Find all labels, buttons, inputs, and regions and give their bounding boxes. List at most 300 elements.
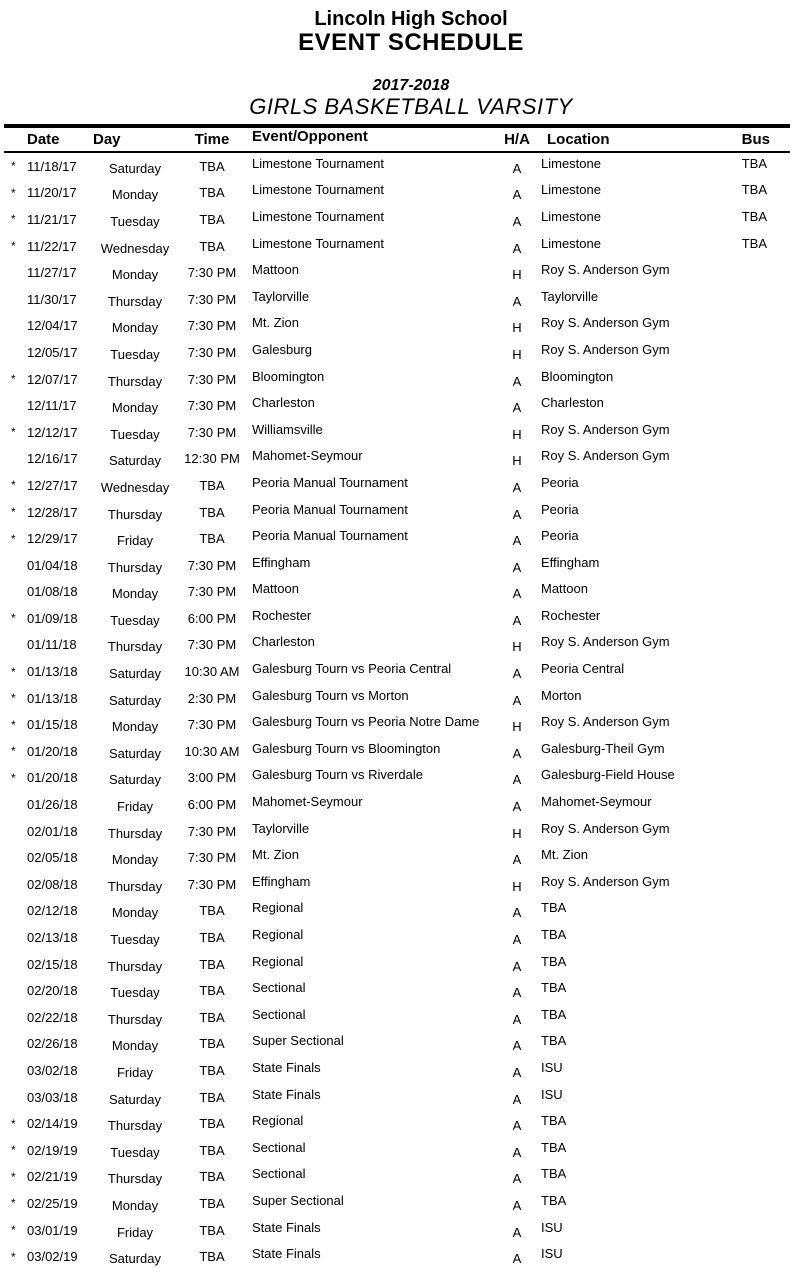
cell-event: Super Sectional bbox=[252, 1192, 344, 1208]
cell-date: 01/20/18 bbox=[27, 770, 78, 786]
column-header-date: Date bbox=[27, 131, 60, 148]
cell-location: Bloomington bbox=[541, 368, 614, 384]
cell-date: 12/27/17 bbox=[27, 477, 78, 493]
cell-location: Charleston bbox=[541, 395, 604, 411]
team-label: GIRLS BASKETBALL VARSITY bbox=[249, 94, 573, 119]
cell-event: Limestone Tournament bbox=[252, 235, 385, 251]
cell-date: 02/26/18 bbox=[27, 1036, 78, 1052]
cell-date: 01/13/18 bbox=[27, 664, 78, 680]
cell-location: Roy S. Anderson Gym bbox=[541, 421, 670, 437]
cell-event: Bloomington bbox=[252, 368, 325, 384]
school-name: Lincoln High School bbox=[314, 8, 508, 30]
cell-ha: H bbox=[512, 267, 522, 283]
cell-time: TBA bbox=[199, 930, 225, 946]
table-row bbox=[0, 924, 800, 951]
table-row bbox=[0, 1164, 800, 1191]
cell-date: 02/01/18 bbox=[27, 823, 78, 839]
cell-bus: TBA bbox=[741, 182, 767, 198]
table-row bbox=[0, 1084, 800, 1111]
cell-time: 10:30 AM bbox=[184, 743, 240, 759]
cell-event: State Finals bbox=[252, 1246, 321, 1262]
table-row bbox=[0, 1190, 800, 1217]
cell-ha: A bbox=[512, 479, 522, 495]
cell-date: 01/11/18 bbox=[27, 637, 77, 653]
cell-event: Galesburg Tourn vs Riverdale bbox=[252, 767, 424, 783]
cell-day: Wednesday bbox=[100, 240, 170, 256]
cell-ha: A bbox=[512, 799, 522, 815]
cell-ha: A bbox=[512, 905, 522, 921]
cell-event: Limestone Tournament bbox=[252, 155, 385, 171]
cell-date: 02/22/18 bbox=[27, 1009, 78, 1025]
cell-day: Thursday bbox=[107, 639, 163, 655]
cell-date: 03/03/18 bbox=[27, 1089, 78, 1105]
table-row bbox=[0, 791, 800, 818]
cell-day: Tuesday bbox=[110, 213, 160, 229]
cell-ha: A bbox=[512, 772, 522, 788]
schedule-table-body bbox=[0, 153, 800, 1270]
table-row bbox=[0, 658, 800, 685]
cell-ha: A bbox=[512, 533, 522, 549]
cell-location: Galesburg-Field House bbox=[541, 767, 675, 783]
cell-date: 11/18/17 bbox=[27, 158, 77, 174]
table-row bbox=[0, 233, 800, 260]
cell-day: Thursday bbox=[107, 825, 163, 841]
cell-day: Saturday bbox=[108, 160, 162, 176]
cell-ha: H bbox=[512, 453, 522, 469]
cell-location: Peoria bbox=[541, 474, 579, 490]
cell-event: Peoria Manual Tournament bbox=[252, 474, 408, 490]
cell-event: Effingham bbox=[252, 554, 311, 570]
table-row bbox=[0, 977, 800, 1004]
cell-date: 03/01/19 bbox=[27, 1222, 78, 1238]
page-title: EVENT SCHEDULE bbox=[298, 29, 524, 56]
cell-time: TBA bbox=[199, 185, 225, 201]
cell-date: 02/21/19 bbox=[27, 1169, 78, 1185]
cell-time: TBA bbox=[199, 1009, 225, 1025]
cell-ha: A bbox=[512, 745, 522, 761]
table-row bbox=[0, 1031, 800, 1058]
table-row bbox=[0, 632, 800, 659]
cell-ha: A bbox=[512, 1091, 522, 1107]
cell-ha: A bbox=[512, 958, 522, 974]
cell-event: Peoria Manual Tournament bbox=[252, 501, 408, 517]
column-header-location: Location bbox=[547, 131, 610, 148]
table-row bbox=[0, 1057, 800, 1084]
cell-ha: A bbox=[512, 1251, 522, 1267]
cell-date: 02/25/19 bbox=[27, 1195, 78, 1211]
table-row bbox=[0, 765, 800, 792]
cell-time: 7:30 PM bbox=[187, 318, 237, 334]
star-marker: * bbox=[11, 691, 16, 706]
cell-location: TBA bbox=[541, 1139, 567, 1155]
table-row bbox=[0, 818, 800, 845]
cell-location: TBA bbox=[541, 1113, 567, 1129]
cell-location: Roy S. Anderson Gym bbox=[541, 315, 670, 331]
cell-location: Rochester bbox=[541, 607, 601, 623]
cell-location: Morton bbox=[541, 687, 582, 703]
cell-date: 12/28/17 bbox=[27, 504, 78, 520]
cell-time: TBA bbox=[199, 1036, 225, 1052]
cell-date: 02/14/19 bbox=[27, 1116, 78, 1132]
cell-event: Taylorville bbox=[252, 820, 310, 836]
cell-time: 7:30 PM bbox=[187, 291, 237, 307]
cell-ha: A bbox=[512, 1224, 522, 1240]
cell-day: Tuesday bbox=[110, 426, 160, 442]
cell-date: 11/21/17 bbox=[27, 211, 77, 227]
cell-time: 7:30 PM bbox=[187, 876, 237, 892]
star-marker: * bbox=[11, 664, 16, 679]
star-marker: * bbox=[11, 1249, 16, 1264]
cell-event: Mahomet-Seymour bbox=[252, 794, 363, 810]
star-marker: * bbox=[11, 531, 16, 546]
cell-date: 01/08/18 bbox=[27, 584, 78, 600]
table-row bbox=[0, 525, 800, 552]
cell-location: TBA bbox=[541, 980, 567, 996]
cell-day: Monday bbox=[111, 905, 159, 921]
cell-event: Mattoon bbox=[252, 581, 299, 597]
cell-time: 7:30 PM bbox=[187, 717, 237, 733]
cell-day: Saturday bbox=[108, 772, 162, 788]
cell-day: Monday bbox=[111, 320, 159, 336]
table-row bbox=[0, 153, 800, 180]
table-row bbox=[0, 446, 800, 473]
cell-day: Monday bbox=[111, 852, 159, 868]
title-block bbox=[0, 8, 800, 119]
cell-event: Galesburg Tourn vs Peoria Central bbox=[252, 661, 452, 677]
table-row bbox=[0, 1137, 800, 1164]
table-row bbox=[0, 1004, 800, 1031]
cell-event: Super Sectional bbox=[252, 1033, 344, 1049]
cell-ha: A bbox=[512, 692, 522, 708]
cell-location: TBA bbox=[541, 900, 567, 916]
cell-location: Roy S. Anderson Gym bbox=[541, 448, 670, 464]
cell-day: Wednesday bbox=[100, 479, 170, 495]
cell-ha: H bbox=[512, 346, 522, 362]
cell-location: ISU bbox=[541, 1219, 563, 1235]
cell-date: 03/02/19 bbox=[27, 1249, 78, 1265]
cell-ha: A bbox=[512, 612, 522, 628]
cell-ha: H bbox=[512, 320, 522, 336]
column-header-time: Time bbox=[194, 131, 230, 148]
star-marker: * bbox=[11, 159, 16, 174]
cell-day: Monday bbox=[111, 1038, 159, 1054]
cell-event: Regional bbox=[252, 1113, 304, 1129]
cell-time: TBA bbox=[199, 158, 225, 174]
star-marker: * bbox=[11, 717, 16, 732]
cell-date: 01/26/18 bbox=[27, 797, 78, 813]
cell-time: TBA bbox=[199, 211, 225, 227]
table-row bbox=[0, 259, 800, 286]
cell-event: Mt. Zion bbox=[252, 847, 299, 863]
cell-location: TBA bbox=[541, 953, 567, 969]
cell-ha: A bbox=[512, 1144, 522, 1160]
cell-day: Tuesday bbox=[110, 985, 160, 1001]
star-marker: * bbox=[11, 611, 16, 626]
cell-day: Monday bbox=[111, 400, 159, 416]
table-row bbox=[0, 605, 800, 632]
cell-day: Saturday bbox=[108, 1251, 162, 1267]
cell-date: 12/16/17 bbox=[27, 451, 78, 467]
star-marker: * bbox=[11, 744, 16, 759]
season-label: 2017-2018 bbox=[372, 77, 450, 94]
cell-time: 7:30 PM bbox=[187, 637, 237, 653]
cell-location: Taylorville bbox=[541, 288, 599, 304]
cell-time: 7:30 PM bbox=[187, 344, 237, 360]
cell-event: Galesburg Tourn vs Bloomington bbox=[252, 740, 441, 756]
cell-location: Roy S. Anderson Gym bbox=[541, 262, 670, 278]
cell-time: TBA bbox=[199, 1116, 225, 1132]
cell-time: TBA bbox=[199, 1062, 225, 1078]
table-row bbox=[0, 339, 800, 366]
cell-ha: H bbox=[512, 426, 522, 442]
table-row bbox=[0, 392, 800, 419]
cell-ha: A bbox=[512, 400, 522, 416]
cell-location: Galesburg-Theil Gym bbox=[541, 740, 665, 756]
cell-location: ISU bbox=[541, 1059, 563, 1075]
cell-location: Peoria bbox=[541, 501, 579, 517]
cell-date: 01/15/18 bbox=[27, 717, 78, 733]
cell-day: Thursday bbox=[107, 293, 163, 309]
cell-day: Tuesday bbox=[110, 932, 160, 948]
cell-date: 02/12/18 bbox=[27, 903, 78, 919]
star-marker: * bbox=[11, 1169, 16, 1184]
star-marker: * bbox=[11, 770, 16, 785]
cell-day: Saturday bbox=[108, 692, 162, 708]
cell-day: Thursday bbox=[107, 373, 163, 389]
cell-event: Regional bbox=[252, 900, 304, 916]
cell-time: TBA bbox=[199, 956, 225, 972]
cell-location: TBA bbox=[541, 927, 567, 943]
cell-ha: A bbox=[512, 1011, 522, 1027]
cell-time: TBA bbox=[199, 1169, 225, 1185]
cell-time: 6:00 PM bbox=[187, 610, 237, 626]
star-marker: * bbox=[11, 1143, 16, 1158]
cell-date: 12/12/17 bbox=[27, 424, 78, 440]
cell-event: Sectional bbox=[252, 1006, 306, 1022]
cell-location: Mattoon bbox=[541, 581, 588, 597]
cell-event: Mahomet-Seymour bbox=[252, 448, 363, 464]
cell-day: Monday bbox=[111, 267, 159, 283]
cell-event: Sectional bbox=[252, 980, 306, 996]
cell-day: Saturday bbox=[108, 453, 162, 469]
table-row bbox=[0, 499, 800, 526]
cell-location: Roy S. Anderson Gym bbox=[541, 341, 670, 357]
cell-location: Mahomet-Seymour bbox=[541, 794, 652, 810]
cell-time: TBA bbox=[199, 238, 225, 254]
star-marker: * bbox=[11, 212, 16, 227]
cell-bus: TBA bbox=[741, 235, 767, 251]
table-row bbox=[0, 871, 800, 898]
table-row bbox=[0, 685, 800, 712]
table-row bbox=[0, 472, 800, 499]
table-row bbox=[0, 898, 800, 925]
cell-time: 7:30 PM bbox=[187, 823, 237, 839]
cell-date: 02/08/18 bbox=[27, 876, 78, 892]
cell-ha: A bbox=[512, 1171, 522, 1187]
cell-date: 12/07/17 bbox=[27, 371, 78, 387]
cell-event: Taylorville bbox=[252, 288, 310, 304]
cell-date: 02/20/18 bbox=[27, 983, 78, 999]
cell-time: 7:30 PM bbox=[187, 371, 237, 387]
table-row bbox=[0, 286, 800, 313]
cell-day: Friday bbox=[116, 533, 154, 549]
cell-time: 10:30 AM bbox=[184, 664, 240, 680]
cell-time: TBA bbox=[199, 1222, 225, 1238]
cell-day: Friday bbox=[116, 1064, 154, 1080]
cell-location: Roy S. Anderson Gym bbox=[541, 714, 670, 730]
cell-location: ISU bbox=[541, 1246, 563, 1262]
cell-event: State Finals bbox=[252, 1219, 321, 1235]
star-marker: * bbox=[11, 1196, 16, 1211]
star-marker: * bbox=[11, 185, 16, 200]
cell-location: Roy S. Anderson Gym bbox=[541, 873, 670, 889]
cell-date: 11/20/17 bbox=[27, 185, 77, 201]
table-row bbox=[0, 180, 800, 207]
cell-day: Saturday bbox=[108, 666, 162, 682]
cell-day: Tuesday bbox=[110, 1144, 160, 1160]
cell-time: 7:30 PM bbox=[187, 424, 237, 440]
cell-ha: A bbox=[512, 559, 522, 575]
cell-day: Thursday bbox=[107, 878, 163, 894]
table-row bbox=[0, 738, 800, 765]
cell-location: Limestone bbox=[541, 182, 601, 198]
cell-time: 3:00 PM bbox=[187, 770, 237, 786]
cell-location: ISU bbox=[541, 1086, 563, 1102]
cell-bus: TBA bbox=[741, 208, 767, 224]
cell-ha: A bbox=[512, 187, 522, 203]
star-marker: * bbox=[11, 425, 16, 440]
column-header-ha: H/A bbox=[504, 131, 530, 148]
cell-time: 2:30 PM bbox=[187, 690, 237, 706]
cell-event: Williamsville bbox=[252, 421, 323, 437]
cell-ha: A bbox=[512, 666, 522, 682]
cell-date: 02/13/18 bbox=[27, 930, 78, 946]
table-row bbox=[0, 1243, 800, 1270]
cell-date: 11/22/17 bbox=[27, 238, 77, 254]
table-header-row bbox=[0, 128, 800, 151]
cell-ha: H bbox=[512, 825, 522, 841]
star-marker: * bbox=[11, 1223, 16, 1238]
cell-time: TBA bbox=[199, 504, 225, 520]
cell-event: Galesburg bbox=[252, 341, 312, 357]
cell-time: 7:30 PM bbox=[187, 398, 237, 414]
cell-ha: A bbox=[512, 1064, 522, 1080]
cell-date: 02/15/18 bbox=[27, 956, 78, 972]
cell-location: TBA bbox=[541, 1006, 567, 1022]
cell-location: Roy S. Anderson Gym bbox=[541, 634, 670, 650]
column-header-event: Event/Opponent bbox=[252, 128, 368, 145]
cell-event: Charleston bbox=[252, 395, 315, 411]
cell-ha: H bbox=[512, 639, 522, 655]
cell-event: State Finals bbox=[252, 1059, 321, 1075]
cell-time: 7:30 PM bbox=[187, 850, 237, 866]
star-marker: * bbox=[11, 1116, 16, 1131]
cell-event: Peoria Manual Tournament bbox=[252, 528, 408, 544]
table-row bbox=[0, 711, 800, 738]
cell-event: Limestone Tournament bbox=[252, 208, 385, 224]
cell-event: Sectional bbox=[252, 1166, 306, 1182]
cell-ha: A bbox=[512, 985, 522, 1001]
cell-ha: A bbox=[512, 506, 522, 522]
cell-day: Saturday bbox=[108, 745, 162, 761]
cell-date: 11/27/17 bbox=[27, 265, 77, 281]
cell-day: Thursday bbox=[107, 506, 163, 522]
column-header-bus: Bus bbox=[741, 131, 770, 148]
cell-ha: A bbox=[512, 240, 522, 256]
cell-location: Effingham bbox=[541, 554, 600, 570]
cell-date: 01/04/18 bbox=[27, 557, 78, 573]
cell-ha: A bbox=[512, 932, 522, 948]
cell-event: Mt. Zion bbox=[252, 315, 299, 331]
cell-day: Monday bbox=[111, 1197, 159, 1213]
cell-day: Friday bbox=[116, 1224, 154, 1240]
cell-date: 01/09/18 bbox=[27, 610, 78, 626]
star-marker: * bbox=[11, 505, 16, 520]
cell-date: 02/19/19 bbox=[27, 1142, 78, 1158]
cell-date: 12/04/17 bbox=[27, 318, 78, 334]
cell-location: Limestone bbox=[541, 155, 601, 171]
cell-location: TBA bbox=[541, 1166, 567, 1182]
cell-time: TBA bbox=[199, 1195, 225, 1211]
cell-ha: A bbox=[512, 1118, 522, 1134]
table-row bbox=[0, 419, 800, 446]
table-row bbox=[0, 552, 800, 579]
schedule-page bbox=[0, 8, 800, 1283]
column-header-day: Day bbox=[93, 131, 121, 148]
cell-ha: H bbox=[512, 719, 522, 735]
cell-ha: H bbox=[512, 878, 522, 894]
cell-ha: A bbox=[512, 373, 522, 389]
cell-location: Limestone bbox=[541, 235, 601, 251]
table-row bbox=[0, 313, 800, 340]
cell-day: Tuesday bbox=[110, 346, 160, 362]
cell-ha: A bbox=[512, 213, 522, 229]
cell-bus: TBA bbox=[741, 155, 767, 171]
cell-event: State Finals bbox=[252, 1086, 321, 1102]
table-row bbox=[0, 206, 800, 233]
cell-ha: A bbox=[512, 586, 522, 602]
cell-day: Monday bbox=[111, 586, 159, 602]
cell-time: 7:30 PM bbox=[187, 557, 237, 573]
cell-ha: A bbox=[512, 293, 522, 309]
cell-day: Saturday bbox=[108, 1091, 162, 1107]
cell-day: Monday bbox=[111, 187, 159, 203]
cell-date: 03/02/18 bbox=[27, 1062, 78, 1078]
table-row bbox=[0, 579, 800, 606]
cell-day: Thursday bbox=[107, 1171, 163, 1187]
star-marker: * bbox=[11, 239, 16, 254]
cell-location: Peoria Central bbox=[541, 661, 625, 677]
table-row bbox=[0, 366, 800, 393]
cell-event: Regional bbox=[252, 927, 304, 943]
cell-time: TBA bbox=[199, 531, 225, 547]
cell-time: 6:00 PM bbox=[187, 797, 237, 813]
cell-event: Mattoon bbox=[252, 262, 299, 278]
cell-day: Thursday bbox=[107, 559, 163, 575]
cell-date: 12/29/17 bbox=[27, 531, 78, 547]
cell-day: Friday bbox=[116, 799, 154, 815]
cell-event: Effingham bbox=[252, 873, 311, 889]
cell-time: 7:30 PM bbox=[187, 584, 237, 600]
cell-location: TBA bbox=[541, 1033, 567, 1049]
cell-event: Sectional bbox=[252, 1139, 306, 1155]
cell-time: 12:30 PM bbox=[184, 451, 240, 467]
cell-date: 02/05/18 bbox=[27, 850, 78, 866]
cell-event: Charleston bbox=[252, 634, 315, 650]
table-row bbox=[0, 1217, 800, 1244]
cell-date: 01/20/18 bbox=[27, 743, 78, 759]
cell-time: TBA bbox=[199, 1249, 225, 1265]
